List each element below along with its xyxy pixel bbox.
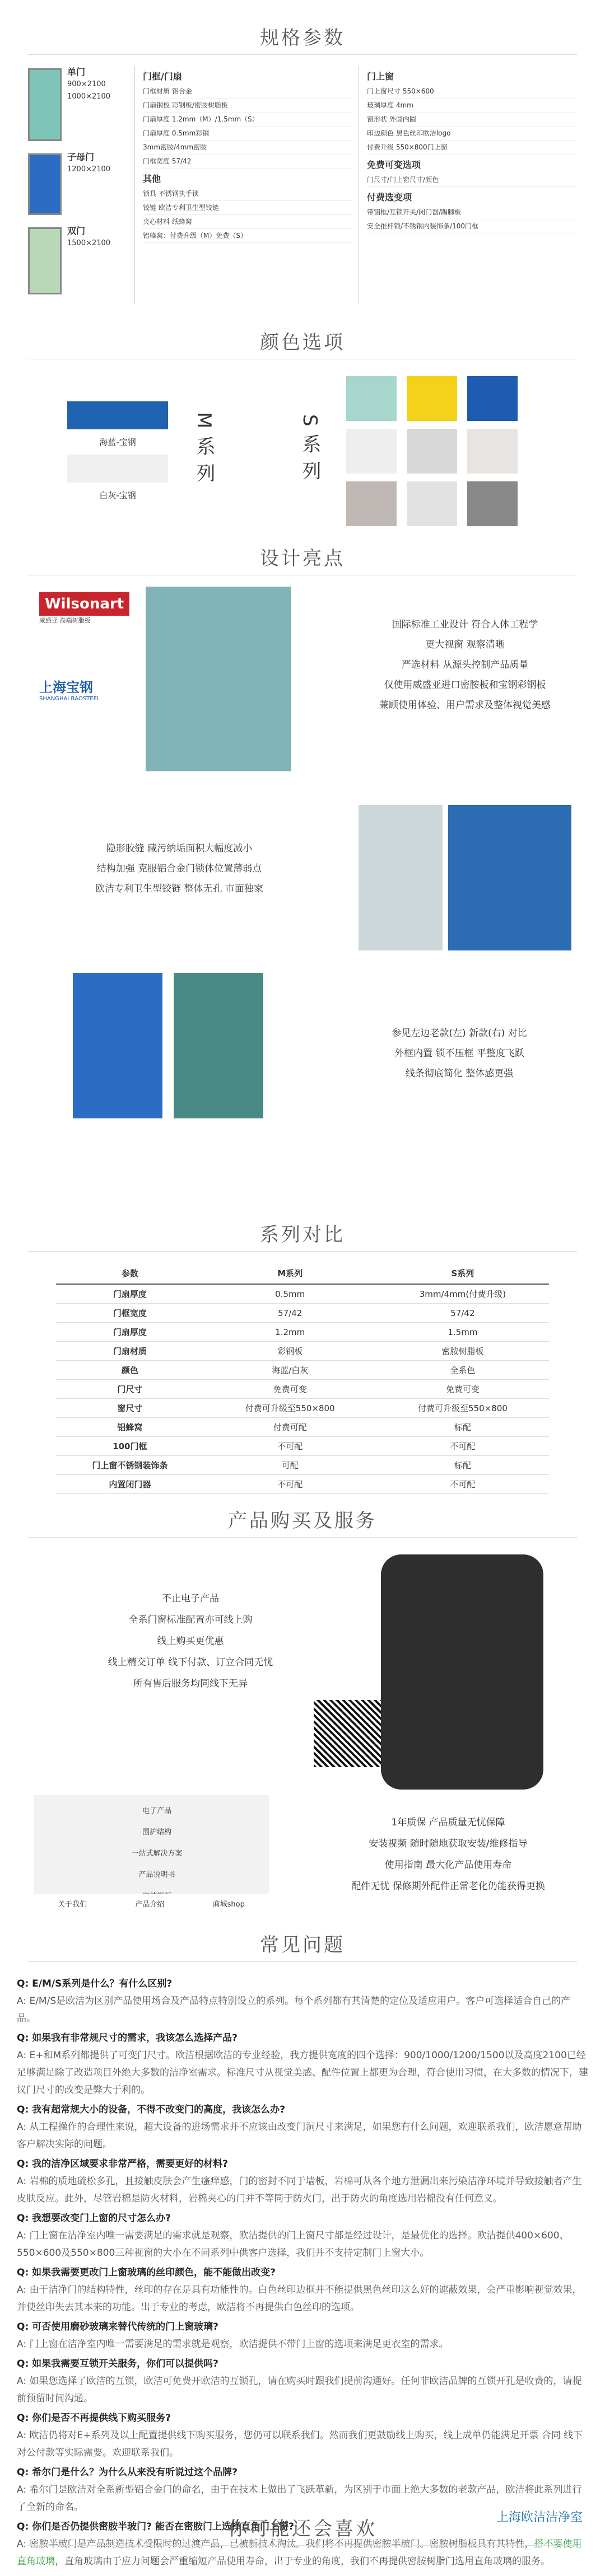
colors-title: 颜色选项 xyxy=(0,321,605,365)
highlight-line: 仅使用威盛亚进口密胺板和宝钢彩钢板 xyxy=(384,680,546,691)
faq-question: Q: 可否使用磨砂玻璃来替代传统的门上窗玻璃? xyxy=(17,2321,219,2333)
table-cell: 密胺树脂板 xyxy=(376,1342,549,1361)
purchase-line: 线上精交订单 线下付款、订立合同无忧 xyxy=(108,1657,273,1668)
color-swatch xyxy=(346,376,397,421)
spec-heading: 门框/门扇 xyxy=(143,71,182,82)
service-line: 使用指南 最大化产品使用寿命 xyxy=(384,1860,512,1871)
faq-question: Q: 你们是否不再提供线下购买服务? xyxy=(17,2413,171,2424)
compare-title: 系列对比 xyxy=(0,1214,605,1257)
table-cell: 海蓝/白灰 xyxy=(204,1361,376,1380)
faq-question: Q: 如果我有非常规尺寸的需求，我该怎么选择产品? xyxy=(17,2032,238,2044)
specs-section xyxy=(0,60,605,310)
spec-row: 窗形状 外圆内圆 xyxy=(367,113,577,127)
highlight-text-3 xyxy=(336,1023,583,1084)
color-swatch xyxy=(67,455,168,483)
more-title: 你可能还会喜欢 xyxy=(0,2508,605,2551)
highlight-line: 参见左边老款(左) 新款(右) 对比 xyxy=(392,1028,527,1039)
baosteel-logo: 上海宝钢 SHANGHAI BAOSTEEL xyxy=(39,680,100,702)
table-cell: 门尺寸 xyxy=(56,1380,204,1399)
table-cell: 免费可变 xyxy=(204,1380,376,1399)
faq-question: Q: 你们是否仍提供密胺半玻门? 能否在密胺门上选择直角门上窗? xyxy=(17,2521,294,2532)
faq-answer: A: 密胺半玻门是产品制造技术受限时的过渡产品，已被新技术淘汰。我们将不再提供密胺半玻门。密胺树脂板具有其特性，搭不要使用直角玻璃，直角玻璃由于应力问题会严重缩短产品使用寿命，出于专业的角度，我们不再提供密胺树脂门选用直角玻璃的服务。 xyxy=(17,2538,582,2567)
door-size: 1500×2100 xyxy=(67,239,111,247)
table-cell: 不可配 xyxy=(204,1475,376,1494)
table-cell: 57/42 xyxy=(204,1304,376,1323)
qr-code xyxy=(314,1700,381,1767)
faq-answer: A: 希尔门是欧洁对全系新型铝合金门的命名，由于在技术上做出了飞跃革新，为区别于市面上绝大多数的老款产品，欧洁将此系列进行了全新的命名。 xyxy=(17,2484,582,2513)
color-swatch xyxy=(467,481,518,526)
table-cell: 100门框 xyxy=(56,1437,204,1456)
s-swatches xyxy=(346,376,518,526)
spec-row: 门框宽度 57/42 xyxy=(143,154,353,168)
purchase-title: 产品购买及服务 xyxy=(0,1500,605,1543)
column-header: M系列 xyxy=(204,1263,376,1284)
spec-row: 铝峰窝：付费升级（M）免费（S） xyxy=(143,229,353,243)
door-image xyxy=(28,153,62,215)
door-size: 1000×2100 xyxy=(67,92,111,101)
color-swatch xyxy=(346,429,397,474)
highlight-text-1 xyxy=(347,615,583,715)
faq-question: Q: 我的洁净区域要求非常严格，需要更好的材料? xyxy=(17,2158,229,2170)
spec-row: 玻璃厚度 4mm xyxy=(367,99,577,113)
spec-row: 门上窗尺寸 550×600 xyxy=(367,85,577,99)
highlight-line: 结构加强 克服铝合金门锁体位置薄弱点 xyxy=(96,863,262,874)
door-type xyxy=(28,151,129,217)
faq-answer: A: 如果您选择了欧洁的互锁，欧洁可免费开欧洁的互锁孔，请在购买时跟我们提前沟通好。任何非欧洁品牌的互锁开孔是收费的，请提前预留时间沟通。 xyxy=(17,2376,582,2404)
faq-answer: A: E+和M系列都提供了可变门尺寸。欧洁根据欧洁的专业经验，我方提供宽度的四个选择：900/1000/1200/1500以及高度2100已经足够满足除了改造项目外绝大多数的洁净室需求。标准尺寸从视觉美感、配件位置上都更为合理，符合使用习惯，在大多数的情况下，建议门尺寸的改变是弊大于利的。 xyxy=(17,2050,588,2096)
spec-row: 门扇钢板 彩钢板/密胺树脂板 xyxy=(143,99,353,113)
service-line: 配件无忧 保修期外配件正常老化仍能获得更换 xyxy=(351,1881,545,1892)
highlight-line: 兼顾使用体验、用户需求及整体视觉美感 xyxy=(379,700,551,711)
spec-heading: 门上窗 xyxy=(367,71,394,82)
colors-section xyxy=(0,365,605,537)
table-cell: 门扇材质 xyxy=(56,1342,204,1361)
table-row xyxy=(56,1361,549,1380)
spec-row: 铰链 欧洁专利卫生型铰链 xyxy=(143,201,353,215)
spec-row: 门扇厚度 1.2mm（M）/1.5mm（S） xyxy=(143,113,353,127)
table-row xyxy=(56,1304,549,1323)
spec-heading: 免费可变选项 xyxy=(367,160,421,170)
faq-answer: A: 欧洁仍将对E+系列及以上配置提供线下购买服务，您仍可以联系我们。然而我们更鼓励线上购买，线上成单仍能满足开票 合同 线下对公付款等实际需要。欢迎联系我们。 xyxy=(17,2430,583,2458)
table-cell: 不可配 xyxy=(376,1475,549,1494)
table-cell: 不可配 xyxy=(376,1437,549,1456)
color-swatch xyxy=(407,429,457,474)
table-cell: 付费可升级至550×800 xyxy=(376,1399,549,1418)
spec-row: 门扇厚度 0.5mm彩钢 xyxy=(143,127,353,140)
table-cell: 可配 xyxy=(204,1456,376,1475)
brand-watermark: 上海欧洁洁净室 xyxy=(496,2511,583,2525)
faq-list xyxy=(0,1968,605,2576)
purchase-line: 所有售后服务均同线下无异 xyxy=(133,1678,248,1689)
compare-table xyxy=(56,1263,549,1494)
spec-row: 门尺寸/门上窗尺寸/颜色 xyxy=(367,173,577,187)
spec-row: 夹心材料 纸蜂窝 xyxy=(143,215,353,229)
table-row xyxy=(56,1456,549,1475)
m-swatches xyxy=(67,401,168,501)
spec-row: 付费升级 550×800门上窗 xyxy=(367,140,577,154)
swatch-label: 海蓝-宝钢 xyxy=(99,437,136,447)
table-cell: 窗尺寸 xyxy=(56,1399,204,1418)
service-line: 安装视频 随时随地获取安装/维修指导 xyxy=(369,1838,528,1849)
color-swatch xyxy=(407,376,457,421)
new-handle-photo xyxy=(174,973,263,1118)
faq-question: Q: 如果我需要更改门上窗玻璃的丝印颜色，能不能做出改变? xyxy=(17,2267,276,2278)
spec-frame xyxy=(134,66,353,305)
highlights-title: 设计亮点 xyxy=(0,537,605,581)
spec-window xyxy=(359,66,577,305)
door-size: 1200×2100 xyxy=(67,165,111,174)
door-size: 900×2100 xyxy=(67,80,106,88)
faq-title: 常见问题 xyxy=(0,1924,605,1968)
table-cell: 0.5mm xyxy=(204,1284,376,1304)
door-name: 子母门 xyxy=(67,152,95,162)
highlight-line: 更大视窗 观察清晰 xyxy=(425,639,505,650)
purchase-line: 全系门窗标准配置亦可线上购 xyxy=(128,1614,253,1626)
table-row xyxy=(56,1342,549,1361)
column-header: S系列 xyxy=(376,1263,549,1284)
faq-question: Q: 我有超常规大小的设备，不得不改变门的高度，我该怎么办? xyxy=(17,2104,286,2115)
highlight-line: 隐形胶缝 藏污纳垢面积大幅度减小 xyxy=(106,843,253,854)
menu-item[interactable]: 一站式解决方案 xyxy=(131,1849,183,1858)
tab-item[interactable]: 产品介绍 xyxy=(135,1900,165,1909)
table-cell: 1.2mm xyxy=(204,1323,376,1342)
color-swatch xyxy=(346,481,397,526)
faq-question: Q: E/M/S系列是什么？有什么区别? xyxy=(17,1978,173,1989)
table-row xyxy=(56,1323,549,1342)
door-photo-window xyxy=(146,587,291,771)
spec-row: 锁具 不锈钢执手锁 xyxy=(143,187,353,201)
purchase-section xyxy=(0,1543,605,1935)
table-row xyxy=(56,1399,549,1418)
service-text xyxy=(314,1812,583,1897)
table-cell: 彩钢板 xyxy=(204,1342,376,1361)
spec-row: 3mm密胺/4mm密胺 xyxy=(143,140,353,154)
swatch-label: 白灰-宝钢 xyxy=(99,490,136,500)
color-swatch xyxy=(67,401,168,429)
table-row xyxy=(56,1284,549,1304)
highlight-line: 外框内置 锁不压框 平整度飞跃 xyxy=(394,1048,524,1059)
highlight-line: 欧洁专利卫生型铰链 整体无孔 市面独家 xyxy=(95,883,263,894)
menu-item[interactable]: 电子产品 xyxy=(142,1807,171,1815)
door-info xyxy=(67,66,110,143)
table-cell: 不可配 xyxy=(204,1437,376,1456)
color-swatch xyxy=(467,376,518,421)
color-swatch xyxy=(467,429,518,474)
highlight-text-2 xyxy=(34,839,325,899)
old-handle-photo xyxy=(73,973,162,1118)
table-cell: 3mm/4mm(付费升级) xyxy=(376,1284,549,1304)
highlight-line: 严选材料 从源头控制产品质量 xyxy=(401,659,529,671)
lock-photo xyxy=(448,805,571,950)
door-name: 单门 xyxy=(67,67,86,77)
door-image xyxy=(28,68,62,141)
faq-answer: A: 岩棉的质地硫松多孔，且接触皮肤会产生瘙痒感，门的密封不同于墙板，岩棉可从各个地方泄漏出来污染洁净环境并导致接触者产生皮肤反应。此外，尽管岩棉是防火材料，岩棉夹心的门并不等同于防火门，出于防火的角度选用岩棉没有任何意义。 xyxy=(17,2176,582,2204)
faq-answer: A: 门上窗在洁净室内唯一需要满足的需求就是观察，欧洁提供的门上窗尺寸都是经过设计，是最优化的选择。欧洁提供400×600、550×600及550×800三种视窗的大小在不同系列中供客户选择，我们并不支持定制门上窗大小。 xyxy=(17,2230,569,2259)
faq-answer: A: 从工程操作的合理性来说，超大设备的进场需求并不应该由改变门洞尺寸来满足，如果您有什么问题，欢迎联系我们，欧洁愿意帮助客户解决实际的问题。 xyxy=(17,2121,582,2150)
door-name: 双门 xyxy=(67,226,86,236)
door-info xyxy=(67,225,110,297)
table-cell: 57/42 xyxy=(376,1304,549,1323)
table-cell: 内置闭门器 xyxy=(56,1475,204,1494)
hinge-photo xyxy=(359,805,443,950)
door-types xyxy=(28,66,129,305)
door-type xyxy=(28,225,129,297)
faq-answer: A: E/M/S是欧洁为区别产品使用场合及产品特点特别设立的系列。每个系列都有其清楚的定位及适应用户。客户可选择适合自己的产品。 xyxy=(17,1996,571,2024)
faq-question: Q: 我想要改变门上窗的尺寸怎么办? xyxy=(17,2213,171,2224)
m-series-label: M系列 xyxy=(193,412,215,490)
purchase-line: 线上购买更优惠 xyxy=(157,1636,224,1647)
table-row xyxy=(56,1475,549,1494)
table-cell: 付费可升级至550×800 xyxy=(204,1399,376,1418)
column-header: 参数 xyxy=(56,1263,204,1284)
spec-heading: 付费选变项 xyxy=(367,192,412,203)
table-cell: 门扇厚度 xyxy=(56,1323,204,1342)
color-swatch xyxy=(407,481,457,526)
spec-heading: 其他 xyxy=(143,174,161,184)
menu-item[interactable]: 产品说明书 xyxy=(138,1871,175,1879)
highlights-section xyxy=(0,581,605,1236)
faq-question: Q: 如果我需要互锁开关服务，你们可以提供吗? xyxy=(17,2358,219,2369)
table-row xyxy=(56,1380,549,1399)
highlight-line: 线条彻底简化 整体感更强 xyxy=(405,1068,514,1079)
door-info xyxy=(67,151,110,217)
table-cell: 全系色 xyxy=(376,1361,549,1380)
table-cell: 门上窗不锈钢装饰条 xyxy=(56,1456,204,1475)
table-cell: 门框宽度 xyxy=(56,1304,204,1323)
spec-row: 印边颜色 黑色丝印欧洁logo xyxy=(367,127,577,140)
table-cell: 标配 xyxy=(376,1456,549,1475)
faq-answer: A: 由于洁净门的结构特性，丝印的存在是具有功能性的。白色丝印边框并不能提供黑色丝印这么好的遮蔽效果，会严重影响视觉效果，并使丝印失去其本来的功能。出于专业的考虑，欧洁将不再提供白色丝印的选项。 xyxy=(17,2284,582,2313)
spec-row: 安全推杆锁/不锈钢内装饰条/100门框 xyxy=(367,219,577,233)
table-cell: 铝蜂窝 xyxy=(56,1418,204,1437)
menu-panel xyxy=(34,1795,269,1913)
tab-item[interactable]: 关于我们 xyxy=(58,1900,87,1909)
wilsonart-logo: Wilsonart 威盛亚 高端树脂板 xyxy=(39,592,134,626)
faq-question: Q: 希尔门是什么？为什么从来没有听说过这个品牌? xyxy=(17,2467,238,2478)
table-cell: 门扇厚度 xyxy=(56,1284,204,1304)
table-cell: 标配 xyxy=(376,1418,549,1437)
phone-mockup xyxy=(381,1554,543,1790)
specs-title: 规格参数 xyxy=(0,17,605,60)
table-cell: 颜色 xyxy=(56,1361,204,1380)
spec-row: 带铝框/互锁开关/闭门器/踢脚板 xyxy=(367,205,577,219)
spec-row: 门框材质 铝合金 xyxy=(143,85,353,99)
menu-item[interactable]: 围护结构 xyxy=(142,1828,171,1837)
table-row xyxy=(56,1437,549,1456)
faq-highlight: 搭不要使用直角玻璃 xyxy=(17,2538,582,2567)
purchase-line: 不止电子产品 xyxy=(162,1593,219,1604)
door-type xyxy=(28,66,129,143)
purchase-text xyxy=(50,1588,331,1694)
table-cell: 免费可变 xyxy=(376,1380,549,1399)
faq-answer: A: 门上窗在洁净室内唯一需要满足的需求就是观察，欧洁提供不带门上窗的选项来满足更衣室的需求。 xyxy=(17,2339,449,2350)
tab-item[interactable]: 商城shop xyxy=(212,1900,245,1909)
table-cell: 付费可配 xyxy=(204,1418,376,1437)
service-line: 1年质保 产品质量无忧保障 xyxy=(391,1817,505,1828)
table-cell: 1.5mm xyxy=(376,1323,549,1342)
highlight-line: 国际标准工业设计 符合人体工程学 xyxy=(392,619,538,630)
s-series-label: S系列 xyxy=(299,414,321,488)
table-row xyxy=(56,1418,549,1437)
door-image xyxy=(28,227,62,294)
